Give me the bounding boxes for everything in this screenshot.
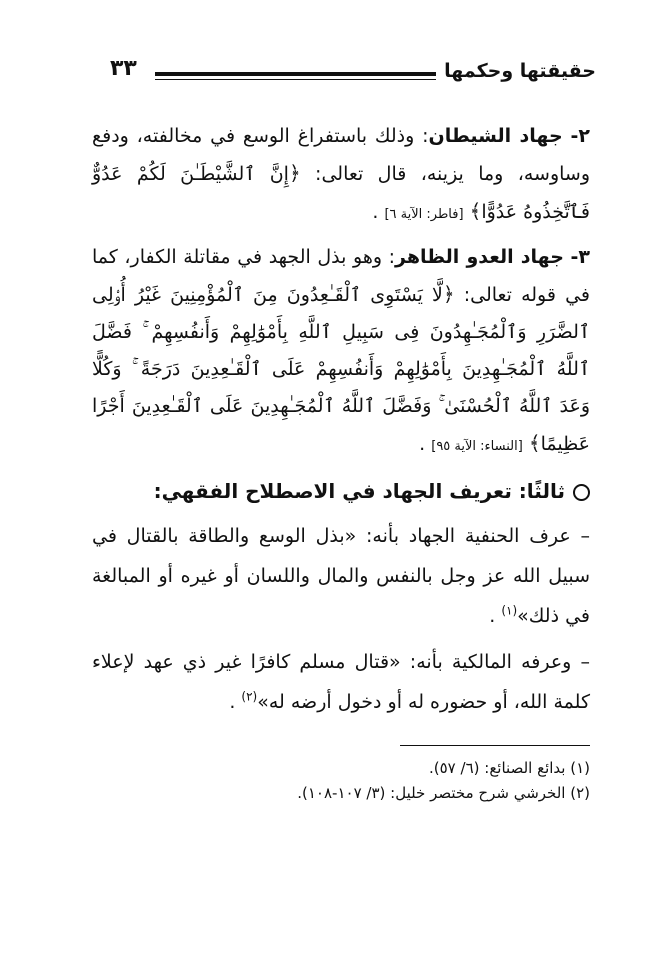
paragraph (92, 516, 590, 636)
quran-open-bracket: ﴿ (442, 282, 455, 306)
list-item (92, 118, 590, 233)
header-rule (155, 72, 436, 76)
quran-close-bracket: ﴾ (528, 431, 541, 455)
item-title: جهاد العدو الظاهر (395, 246, 564, 268)
footnote-divider (400, 745, 590, 746)
paragraph-end: . (489, 605, 502, 627)
item-number: ٣- (570, 246, 590, 268)
page-body (92, 118, 590, 728)
list-item (92, 239, 590, 465)
item-title: جهاد الشيطان (428, 125, 563, 147)
running-header (110, 50, 596, 94)
item-number: ٢- (570, 125, 590, 147)
item-end: . (419, 433, 432, 455)
paragraph-text: – وعرفه المالكية بأنه: «قتال مسلم كافرًا غير ذي عهد لإعلاء كلمة الله، أو حضوره له أو دخول أرضه له» (92, 651, 590, 713)
section-heading (92, 473, 590, 510)
item-end: . (372, 201, 385, 223)
verse-reference: [فاطر: الآية ٦] (384, 207, 464, 222)
quran-verse: إِنَّ ٱلشَّيْطَـٰنَ لَكُمْ عَدُوٌّ فَٱتَّخِذُوهُ عَدُوًّا (92, 163, 590, 223)
footnote: (٢) الخرشي شرح مختصر خليل: (٣/ ١٠٧-١٠٨). (297, 784, 590, 802)
footnotes (92, 756, 590, 806)
footnote-marker: (١) (501, 603, 518, 618)
circle-bullet-icon (573, 484, 590, 501)
item-text: : وذلك باستفراغ الوسع في مخالفته، ودفع وساوسه، وما يزينه، قال تعالى: (92, 125, 591, 185)
footnote-marker: (٢) (241, 689, 258, 704)
item-text: : وهو بذل الجهد في مقاتلة الكفار، كما في قوله تعالى: (92, 246, 590, 306)
quran-open-bracket: ﴿ (288, 161, 301, 185)
quran-verse: لَّا يَسْتَوِى ٱلْقَـٰعِدُونَ مِنَ ٱلْمُؤْمِنِينَ غَيْرُ أُو۟لِى ٱلضَّرَرِ وَٱلْمُجَـٰهِدُونَ فِى سَبِيلِ ٱللَّهِ بِأَمْوَٰلِهِمْ وَأَنفُسِهِمْ ۚ فَضَّلَ ٱللَّهُ ٱلْمُجَـٰهِدِينَ بِأَمْوَٰلِهِمْ وَأَنفُسِهِمْ عَلَى ٱلْقَـٰعِدِينَ دَرَجَةً ۚ وَكُلًّا وَعَدَ ٱللَّهُ ٱلْحُسْنَىٰ ۚ وَفَضَّلَ ٱللَّهُ ٱلْمُجَـٰهِدِينَ عَلَى ٱلْقَـٰعِدِينَ أَجْرًا عَظِيمًا (92, 284, 590, 455)
footnote: (١) بدائع الصنائع: (٦/ ٥٧). (429, 759, 590, 777)
paragraph-end: . (229, 691, 242, 713)
paragraph-text: – عرف الحنفية الجهاد بأنه: «بذل الوسع والطاقة بالقتال في سبيل الله عز وجل بالنفس والمال واللسان أو غيره أو المبالغة في ذلك» (92, 525, 590, 627)
running-title: حقيقتها وحكمها (444, 60, 596, 82)
verse-reference: [النساء: الآية ٩٥] (431, 439, 523, 454)
page-number: ٣٣ (110, 56, 137, 81)
paragraph (92, 642, 590, 722)
section-heading-text: ثالثًا: تعريف الجهاد في الاصطلاح الفقهي: (153, 479, 565, 503)
quran-close-bracket: ﴾ (469, 199, 482, 223)
